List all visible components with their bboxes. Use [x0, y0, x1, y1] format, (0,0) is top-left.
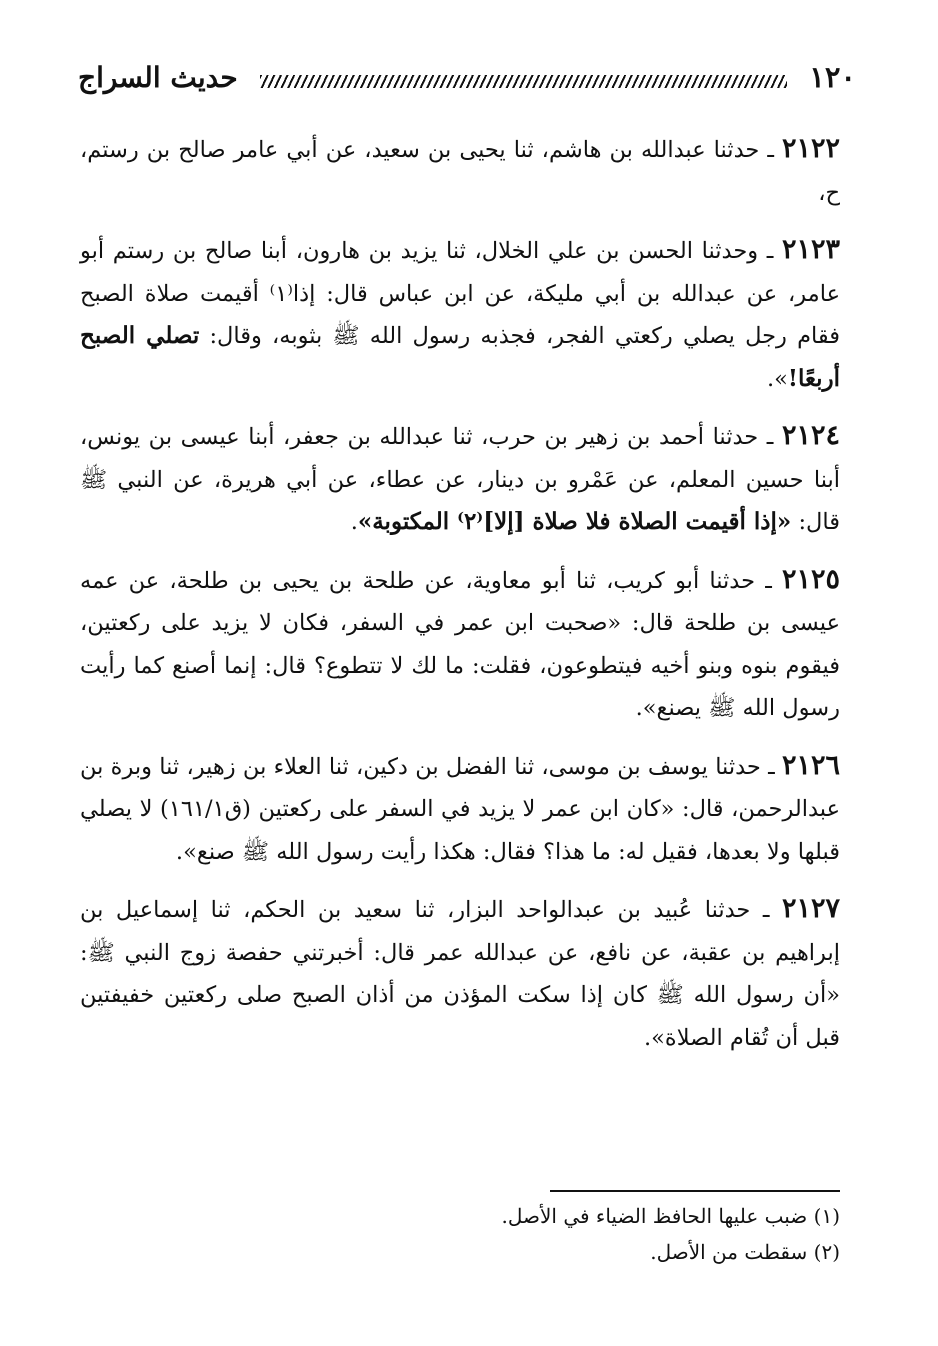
hadith-number: ٢١٢٤ [781, 420, 840, 451]
hadith-text: حدثنا أحمد بن زهير بن حرب، ثنا عبدالله بن جعفر، أبنا عيسى بن يونس، أبنا حسين المعلم، عن عَمْرو بن دينار، عن عطاء، عن أبي هريرة، عن النبي ﷺ قال: [80, 424, 840, 535]
book-title: حديث السراج [78, 60, 238, 94]
hadith-text: حدثنا عُبيد بن عبدالواحد البزار، ثنا سعيد بن الحكم، ثنا إسماعيل بن إبراهيم بن عقبة، عن نافع، عن عبدالله عمر قال: أخبرتني حفصة زوج النبي ﷺ: «أن رسول الله ﷺ كان إذا سكت المؤذن من أذان الصبح صلى ركعتين خفيفتين قبل أن تُقام الصلاة». [80, 897, 840, 1051]
hadith-dash: ـ [758, 424, 782, 450]
hadith-text: وحدثنا الحسن بن علي الخلال، ثنا يزيد بن هارون، أبنا صالح بن رستم أبو عامر، عن عبدالله بن أبي مليكة، عن ابن عباس قال: إذا⁽١⁾ أقيمت صلاة الصبح فقام رجل يصلي ركعتي الفجر، فجذبه رسول الله ﷺ بثوبه، وقال: [80, 238, 840, 349]
hadith-dash: ـ [750, 897, 782, 923]
hadith-bold-phrase: «إذا أقيمت الصلاة فلا صلاة [إلا]⁽٢⁾ المكتوبة» [357, 508, 792, 535]
hadith-2123 [80, 229, 840, 400]
footnote-2: (٢) سقطت من الأصل. [650, 1240, 840, 1264]
footnotes [80, 1190, 840, 1270]
hadith-number: ٢١٢٧ [781, 893, 840, 924]
header-decorative-rule [260, 75, 788, 88]
hadith-dash: ـ [755, 567, 782, 594]
hadith-text: حدثنا أبو كريب، ثنا أبو معاوية، عن طلحة بن يحيى بن طلحة، عن عمه عيسى بن طلحة قال: «صحبت ابن عمر في السفر، فكان لا يزيد على ركعتين، فيقوم بنوه وبنو أخيه فيتطوعون، فقلت: ما لك لا تتطوع؟ قال: إنما أصنع كما رأيت رسول الله ﷺ يصنع». [80, 567, 840, 721]
footnote-separator [550, 1190, 840, 1192]
hadith-dash: ـ [758, 238, 782, 264]
hadith-number: ٢١٢٣ [781, 234, 840, 265]
page-header [78, 52, 856, 102]
hadith-tail: ». [766, 365, 788, 392]
hadith-text: حدثنا عبدالله بن هاشم، ثنا يحيى بن سعيد، عن أبي عامر صالح بن رستم، ح، [80, 137, 840, 206]
hadith-2127 [80, 888, 840, 1059]
hadith-text: حدثنا يوسف بن موسى، ثنا الفضل بن دكين، ثنا العلاء بن زهير، ثنا وبرة بن عبدالرحمن، قال: «كان ابن عمر لا يزيد في السفر على ركعتين (ق١٦١/١) لا يصلي قبلها ولا بعدها، فقيل له: ما هذا؟ فقال: هكذا رأيت رسول الله ﷺ صنع». [80, 753, 841, 865]
hadith-2122 [80, 128, 840, 214]
hadith-2126 [80, 745, 840, 874]
footnote-1: (١) ضبب عليها الحافظ الضياء في الأصل. [501, 1204, 840, 1228]
hadith-dash: ـ [759, 137, 782, 163]
hadith-2125 [80, 559, 840, 730]
page-number: ١٢٠ [809, 60, 856, 94]
hadith-2124 [80, 415, 840, 544]
hadith-dash: ـ [760, 753, 782, 780]
hadith-list [80, 128, 840, 1074]
hadith-number: ٢١٢٢ [781, 133, 840, 164]
hadith-number: ٢١٢٦ [781, 749, 840, 781]
hadith-number: ٢١٢٥ [781, 563, 840, 595]
hadith-bold-phrase: تصلي الصبح أربعًا! [80, 322, 840, 392]
hadith-tail: . [350, 509, 358, 535]
